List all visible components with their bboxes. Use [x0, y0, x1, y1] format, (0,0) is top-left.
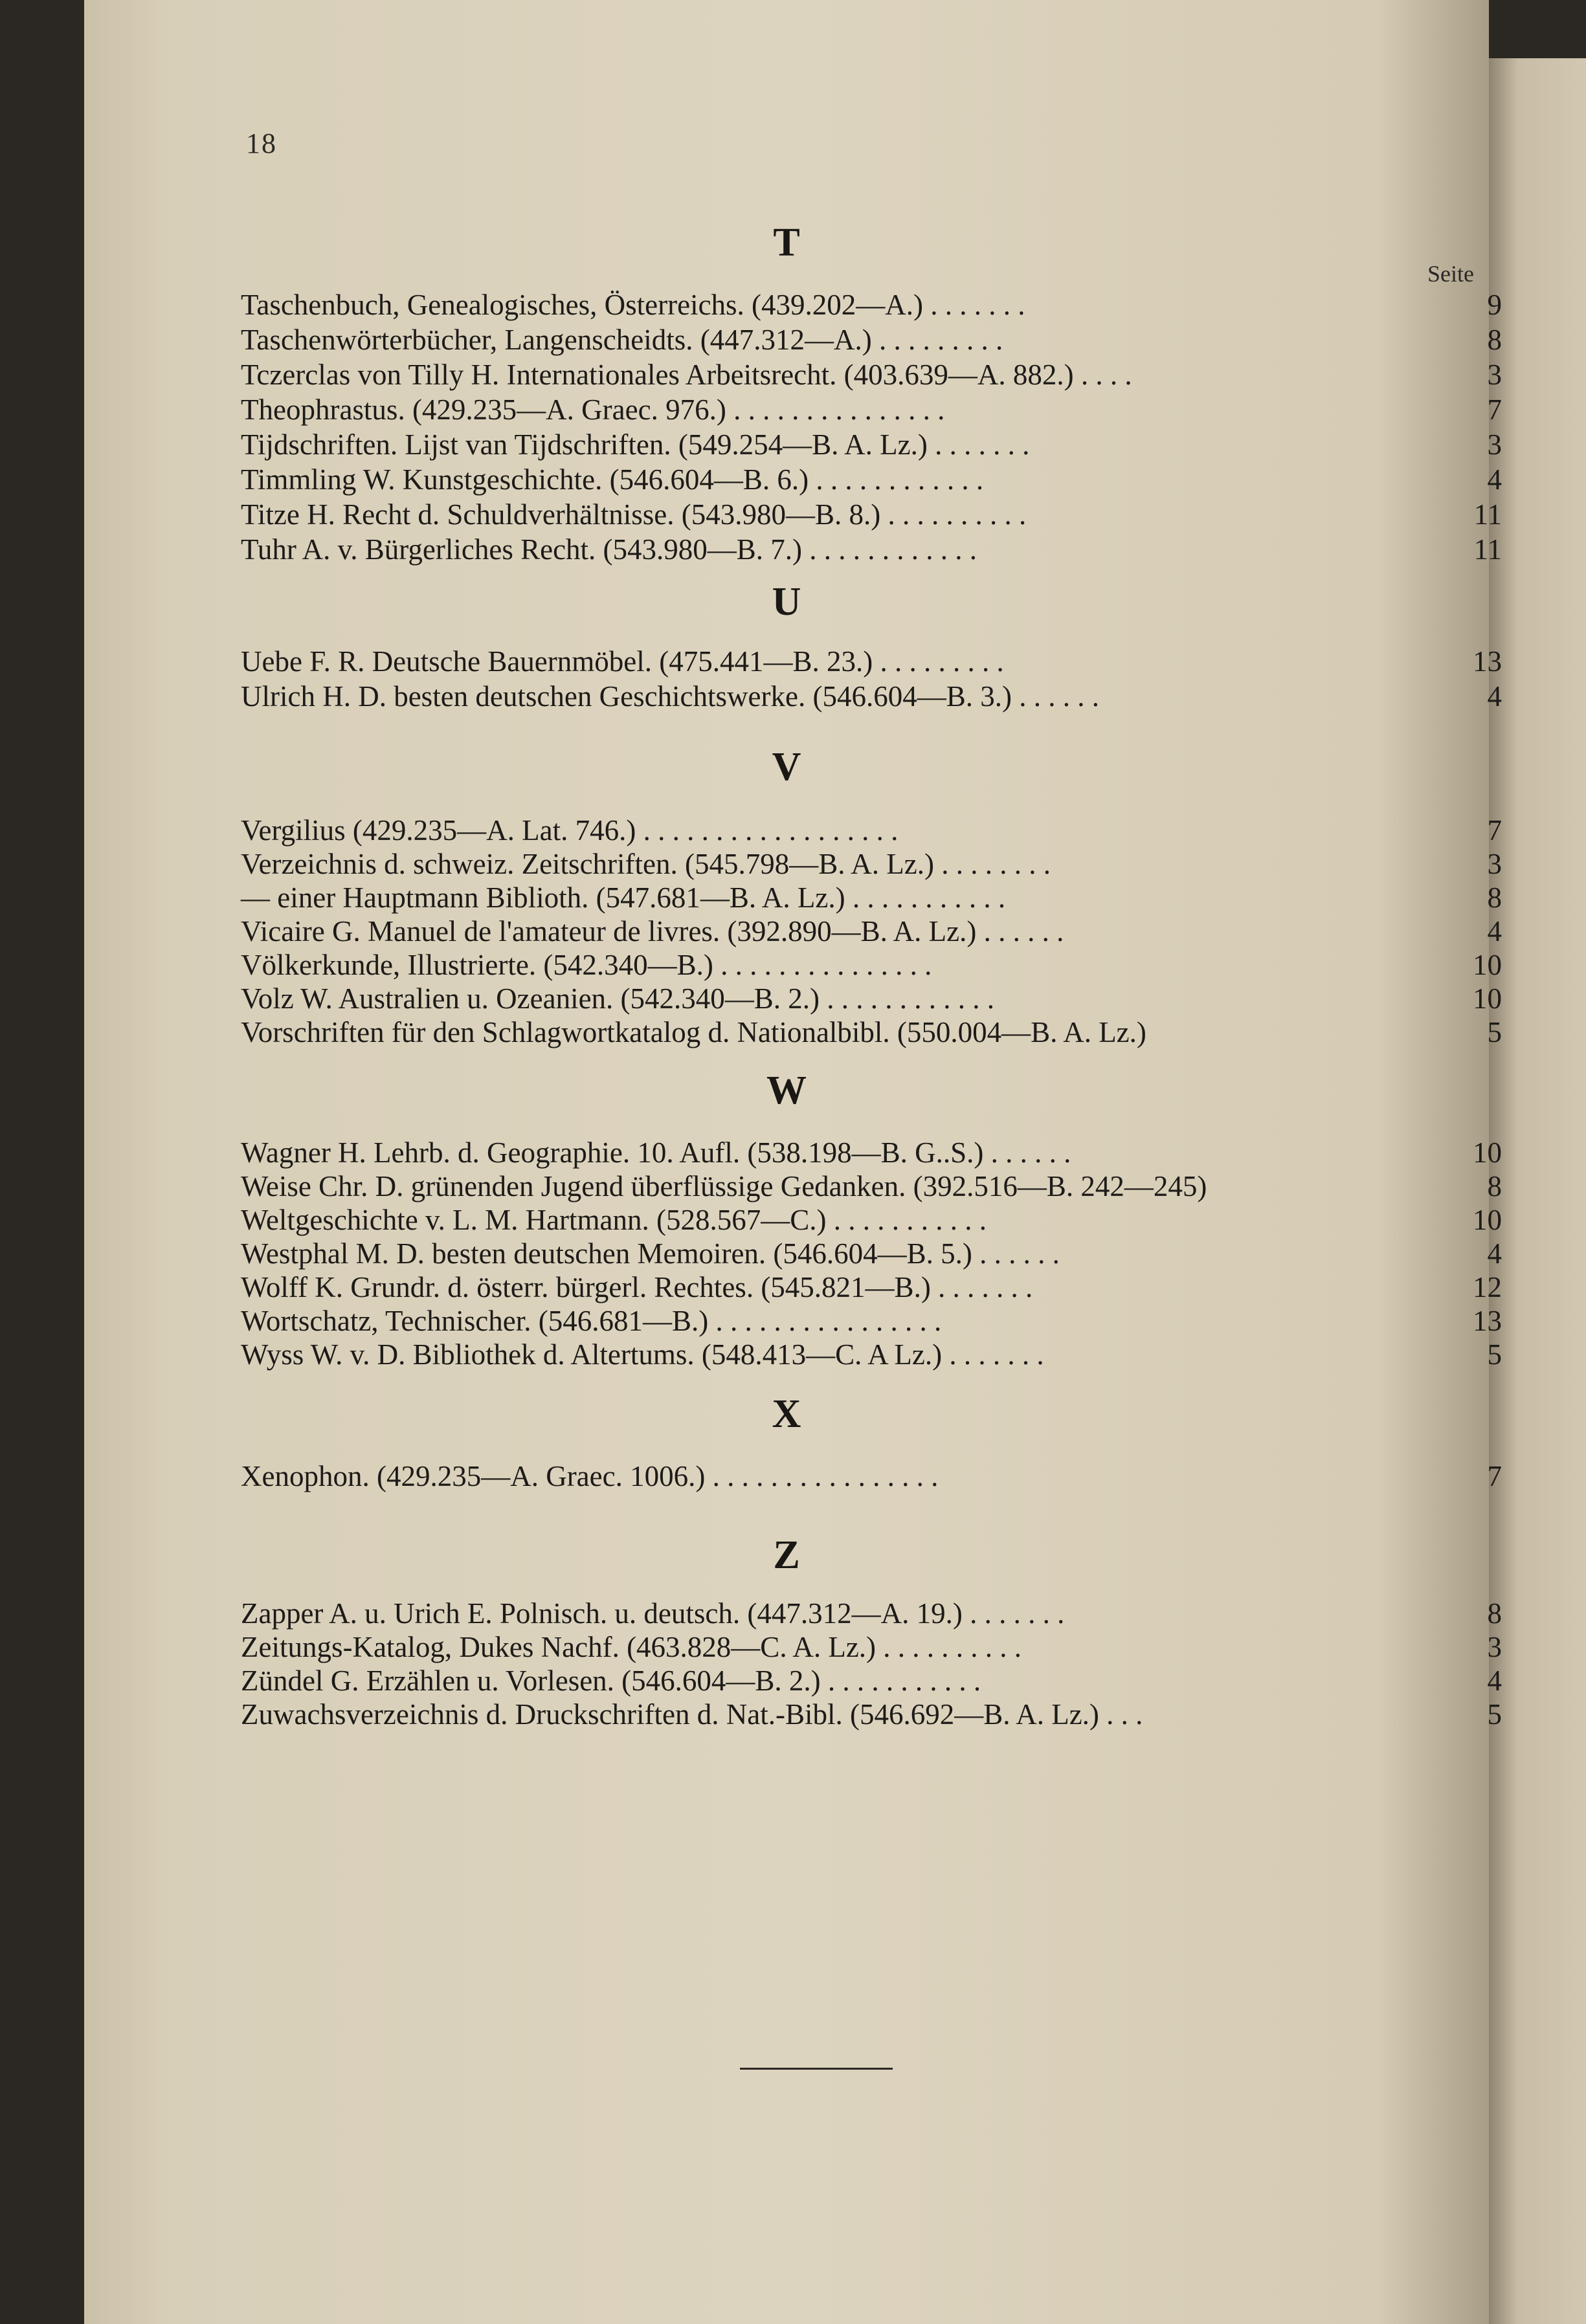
entry-title: Völkerkunde, Illustrierte. (542.340—B.) . . . . . . . . . . . . . . . [241, 949, 932, 981]
entry-title: Tuhr A. v. Bürgerliches Recht. (543.980—B. 7.) . . . . . . . . . . . . [241, 533, 977, 566]
index-entry [241, 356, 1502, 393]
entry-page: 11 [1473, 533, 1502, 566]
entry-title: Vicaire G. Manuel de l'amateur de livres. (392.890—B. A. Lz.) . . . . . . [241, 915, 1064, 947]
index-entry [241, 812, 1502, 849]
entry-page: 4 [1487, 680, 1502, 713]
entry-title: Uebe F. R. Deutsche Bauernmöbel. (475.441—B. 23.) . . . . . . . . . [241, 645, 1004, 678]
entry-title: Vergilius (429.235—A. Lat. 746.) . . . . . . . . . . . . . . . . . . [241, 814, 899, 847]
index-entry [241, 643, 1502, 680]
index-entry [241, 426, 1502, 463]
page-number: 18 [246, 127, 277, 159]
entry-title: Wyss W. v. D. Bibliothek d. Altertums. (548.413—C. A Lz.) . . . . . . . [241, 1338, 1044, 1371]
entry-page: 7 [1487, 1460, 1502, 1492]
entry-page: 4 [1487, 915, 1502, 947]
end-rule [740, 2068, 893, 2070]
entry-title: Vorschriften für den Schlagwortkatalog d. Nationalbibl. (550.004—B. A. Lz.) [241, 1016, 1146, 1048]
entry-page: 10 [1473, 1204, 1502, 1236]
entry-page: 8 [1487, 1170, 1502, 1202]
index-entry [241, 845, 1502, 883]
entry-page: 5 [1487, 1698, 1502, 1731]
entry-page: 4 [1487, 1665, 1502, 1697]
entry-page: 13 [1473, 645, 1502, 678]
entry-title: Westphal M. D. besten deutschen Memoiren. (546.604—B. 5.) . . . . . . [241, 1237, 1060, 1270]
entry-title: Zündel G. Erzählen u. Vorlesen. (546.604—B. 2.) . . . . . . . . . . . [241, 1665, 981, 1697]
index-entry [241, 1628, 1502, 1666]
entry-page: 7 [1487, 393, 1502, 426]
entry-page: 5 [1487, 1016, 1502, 1048]
entry-page: 5 [1487, 1338, 1502, 1371]
entry-page: 9 [1487, 289, 1502, 321]
entry-page: 13 [1473, 1305, 1502, 1337]
index-entry [241, 1696, 1502, 1733]
entry-title: Zapper A. u. Urich E. Polnisch. u. deutsch. (447.312—A. 19.) . . . . . . . [241, 1597, 1065, 1630]
entry-title: Verzeichnis d. schweiz. Zeitschriften. (545.798—B. A. Lz.) . . . . . . . . [241, 848, 1051, 880]
entry-title: Theophrastus. (429.235—A. Graec. 976.) . . . . . . . . . . . . . . . [241, 393, 945, 426]
entry-title: Taschenwörterbücher, Langenscheidts. (447.312—A.) . . . . . . . . . [241, 324, 1003, 356]
index-entry [241, 531, 1502, 568]
adjacent-page-edge [1489, 58, 1586, 2324]
entry-title: Zeitungs-Katalog, Dukes Nachf. (463.828—C. A. Lz.) . . . . . . . . . . [241, 1631, 1022, 1663]
entry-title: Tczerclas von Tilly H. Internationales Arbeitsrecht. (403.639—A. 882.) . . . . [241, 359, 1132, 391]
index-entry [241, 1013, 1502, 1051]
entry-title: Wagner H. Lehrb. d. Geographie. 10. Aufl. (538.198—B. G..S.) . . . . . . [241, 1136, 1071, 1169]
section-letter-v: V [772, 745, 801, 789]
entry-page: 10 [1473, 982, 1502, 1015]
entry-page: 7 [1487, 814, 1502, 847]
section-letter-x: X [772, 1392, 801, 1436]
entry-title: — einer Hauptmann Biblioth. (547.681—B. A. Lz.) . . . . . . . . . . . [241, 881, 1006, 914]
entry-page: 3 [1487, 428, 1502, 461]
index-entry [241, 946, 1502, 984]
index-entry [241, 980, 1502, 1017]
entry-title: Zuwachsverzeichnis d. Druckschriften d. Nat.-Bibl. (546.692—B. A. Lz.) . . . [241, 1698, 1143, 1731]
section-letter-w: W [766, 1068, 807, 1112]
index-entry [241, 1595, 1502, 1632]
entry-page: 8 [1487, 324, 1502, 356]
entry-title: Volz W. Australien u. Ozeanien. (542.340—B. 2.) . . . . . . . . . . . . [241, 982, 995, 1015]
entry-title: Weise Chr. D. grünenden Jugend überflüssige Gedanken. (392.516—B. 242—245) [241, 1170, 1207, 1202]
entry-title: Taschenbuch, Genealogisches, Österreichs. (439.202—A.) . . . . . . . [241, 289, 1025, 321]
index-entry [241, 1302, 1502, 1340]
entry-title: Xenophon. (429.235—A. Graec. 1006.) . . . . . . . . . . . . . . . . [241, 1460, 939, 1492]
index-entry [241, 879, 1502, 916]
index-entry [241, 321, 1502, 359]
entry-page: 12 [1473, 1271, 1502, 1303]
entry-page: 8 [1487, 1597, 1502, 1630]
entry-page: 8 [1487, 881, 1502, 914]
entry-title: Timmling W. Kunstgeschichte. (546.604—B. 6.) . . . . . . . . . . . . [241, 463, 984, 496]
index-entry [241, 286, 1502, 324]
entry-title: Ulrich H. D. besten deutschen Geschichtswerke. (546.604—B. 3.) . . . . . . [241, 680, 1099, 713]
entry-page: 10 [1473, 949, 1502, 981]
index-entry [241, 1457, 1502, 1495]
index-entry [241, 1662, 1502, 1699]
entry-page: 3 [1487, 1631, 1502, 1663]
index-entry [241, 678, 1502, 715]
index-entry [241, 1336, 1502, 1373]
section-letter-z: Z [773, 1533, 800, 1577]
index-entry [241, 1235, 1502, 1272]
entry-page: 4 [1487, 463, 1502, 496]
entry-page: 11 [1473, 498, 1502, 531]
entry-page: 3 [1487, 848, 1502, 880]
entry-title: Weltgeschichte v. L. M. Hartmann. (528.567—C.) . . . . . . . . . . . [241, 1204, 987, 1236]
index-page [84, 0, 1502, 2324]
index-entry [241, 1168, 1502, 1205]
index-entry [241, 461, 1502, 498]
index-entry [241, 913, 1502, 950]
entry-title: Tijdschriften. Lijst van Tijdschriften. (549.254—B. A. Lz.) . . . . . . . [241, 428, 1030, 461]
entry-title: Wortschatz, Technischer. (546.681—B.) . . . . . . . . . . . . . . . . [241, 1305, 942, 1337]
entry-title: Wolff K. Grundr. d. österr. bürgerl. Rechtes. (545.821—B.) . . . . . . . [241, 1271, 1033, 1303]
entry-page: 4 [1487, 1237, 1502, 1270]
section-letter-t: T [773, 221, 800, 265]
page-column-header: Seite [1427, 261, 1474, 287]
entry-page: 10 [1473, 1136, 1502, 1169]
index-entry [241, 1134, 1502, 1171]
entry-page: 3 [1487, 359, 1502, 391]
index-entry [241, 496, 1502, 533]
section-letter-u: U [772, 580, 801, 624]
entry-title: Titze H. Recht d. Schuldverhältnisse. (543.980—B. 8.) . . . . . . . . . . [241, 498, 1027, 531]
index-entry [241, 1201, 1502, 1239]
index-entry [241, 391, 1502, 428]
index-entry [241, 1268, 1502, 1306]
